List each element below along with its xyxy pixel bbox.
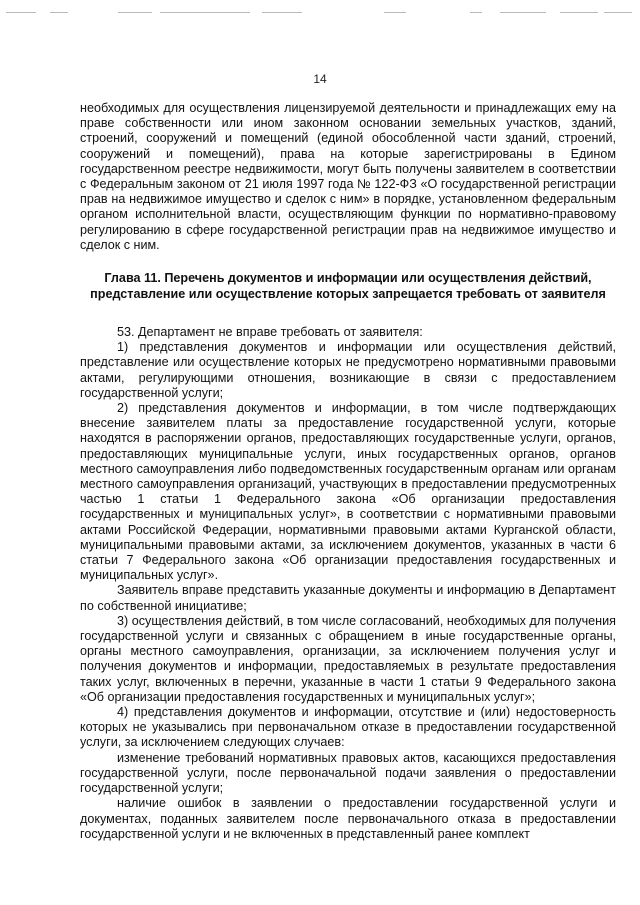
page-number: 14: [313, 72, 327, 86]
exception-case-1: изменение требований нормативных правовых актов, касающихся предоставления государственной услуги, после первоначальной подачи заявления о предоставлении государственной услуги;: [80, 750, 616, 796]
paragraph-53-intro: 53. Департамент не вправе требовать от заявителя:: [117, 325, 423, 339]
chapter-heading: [80, 270, 616, 302]
intro-paragraph: необходимых для осуществления лицензируемой деятельности и принадлежащих ему на праве собственности или ином законном основании земельных участков, зданий, строений, сооружений и помещений (единой обособленной части зданий, строений, сооружений и помещений), права на которые зарегистрированы в Едином государственном реестре недвижимости, могут быть получены заявителем в соответствии с Федеральным законом от 21 июля 1997 года № 122-ФЗ «О государственной регистрации прав на недвижимое имущество и сделок с ним» в порядке, установленном федеральным органом исполнительной власти, осуществляющим функции по нормативно-правовому регулированию в сфере государственной регистрации прав на недвижимое имущество и сделок с ним.: [80, 101, 616, 252]
main-body: [80, 325, 616, 842]
chapter-heading-line-2: представление или осуществление которых запрещается требовать от заявителя: [90, 287, 606, 301]
chapter-heading-line-1: Глава 11. Перечень документов и информации или осуществления действий,: [104, 271, 592, 285]
list-item-4: 4) представления документов и информации, отсутствие и (или) недостоверность которых не указывались при первоначальном отказе в предоставлении государственной услуги, за исключением следующих случаев:: [80, 705, 616, 750]
intro-paragraph-block: [80, 101, 616, 253]
scan-artifact-line: [0, 8, 640, 18]
list-item-2: 2) представления документов и информации, в том числе подтверждающих внесение заявителем платы за предоставление государственной услуги, которые находятся в распоряжении органов, предоставляющих государственные услуги, органов, предоставляющих муниципальные услуги, иных государственных органов, органов местного самоуправления либо подведомственных государственным органам или органам местного самоуправления организаций, участвующих в предоставлении предусмотренных частью 1 статьи 1 Федерального закона «Об организации предоставления государственных и муниципальных услуг», в соответствии с нормативными правовыми актами Российской Федерации, нормативными правовыми актами Курганской области, муниципальными правовыми актами, за исключением документов, указанных в части 6 статьи 7 Федерального закона «Об организации предоставления государственных и муниципальных услуг».: [80, 401, 616, 583]
exception-case-2: наличие ошибок в заявлении о предоставлении государственной услуги и документах, поданных заявителем после первоначального отказа в предоставлении государственной услуги и не включенных в представленный ранее комплект: [80, 796, 616, 841]
list-item-3: 3) осуществления действий, в том числе согласований, необходимых для получения государственной услуги и связанных с обращением в иные государственные органы, органы местного самоуправления, организации, за исключением получения услуг и получения документов и информации, предоставляемых в результате предоставления таких услуг, включенных в перечни, указанные в части 1 статьи 9 Федерального закона «Об организации предоставления государственных и муниципальных услуг»;: [80, 613, 616, 704]
list-item-1: 1) представления документов и информации или осуществления действий, представление или осуществление которых не предусмотрено нормативными правовыми актами, регулирующими отношения, возникающие в связи с предоставлением государственной услуги;: [80, 340, 616, 400]
applicant-right-paragraph: Заявитель вправе представить указанные документы и информацию в Департамент по собственной инициативе;: [80, 583, 616, 613]
